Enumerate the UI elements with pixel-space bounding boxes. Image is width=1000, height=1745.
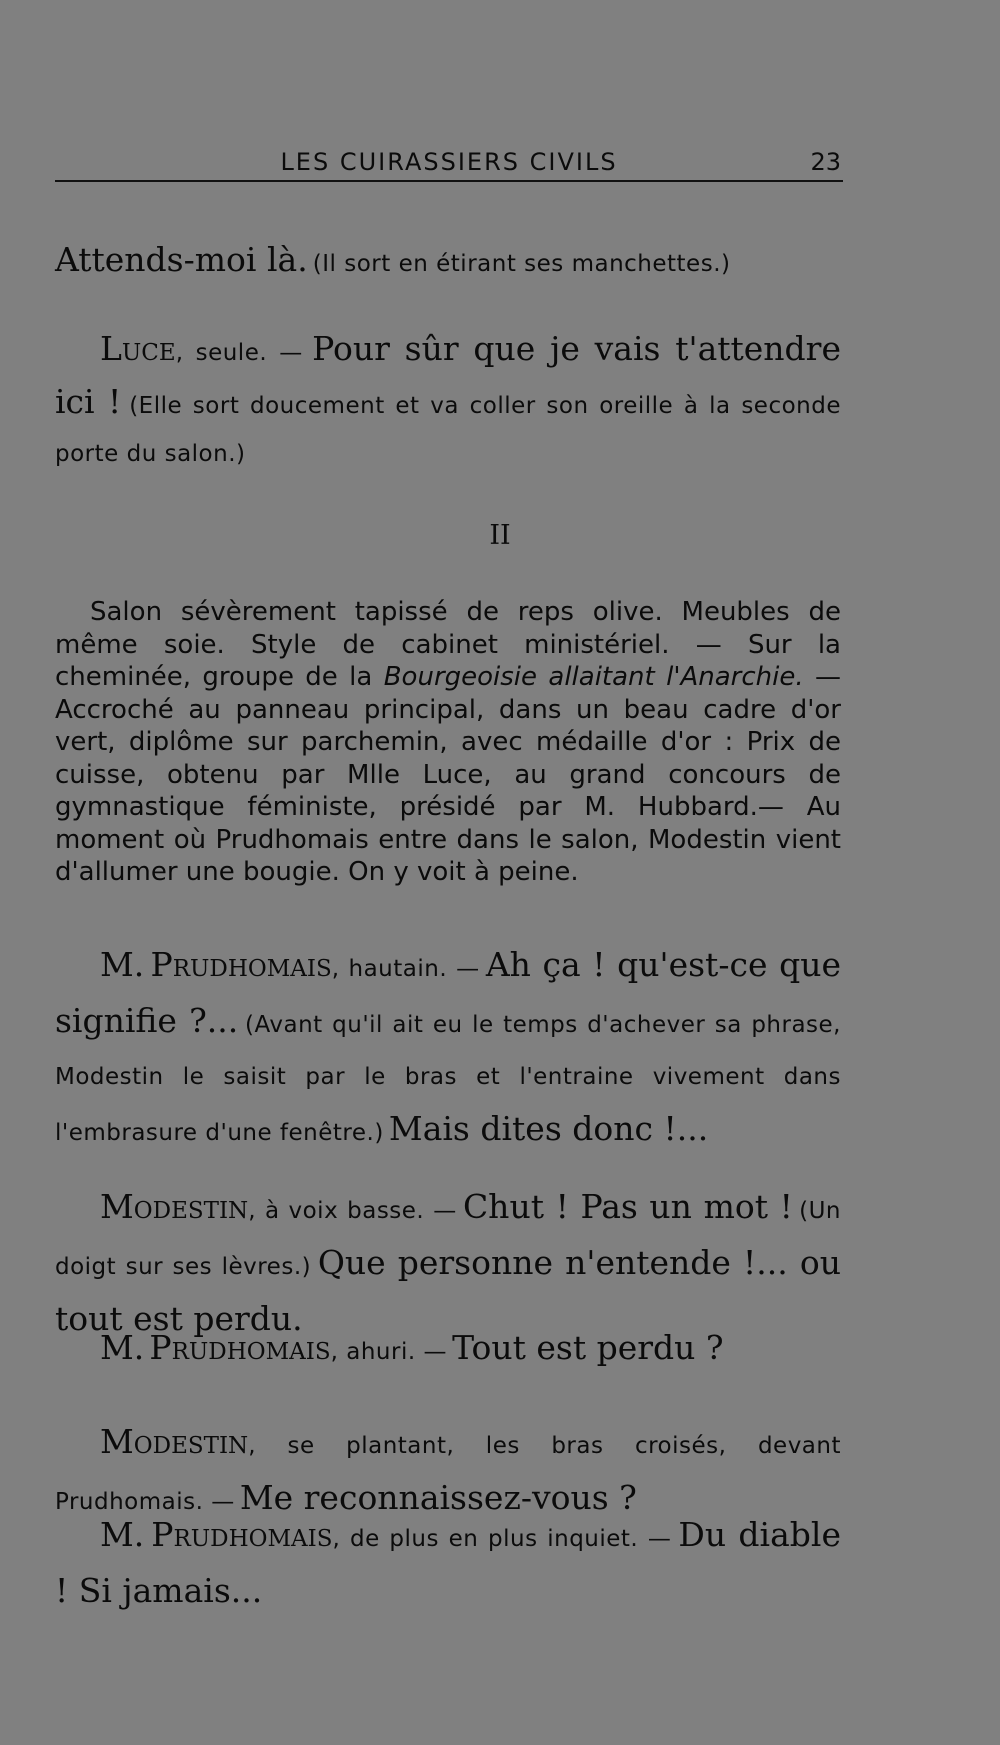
speech: Du diable ! Si jamais... [55, 1515, 841, 1610]
stage-description [55, 596, 841, 889]
speech: Que personne n'entende !... ou tout est perdu. [55, 1243, 841, 1338]
speech: Chut ! Pas un mot ! [462, 1187, 793, 1226]
paragraph-attends [55, 238, 841, 288]
stage-direction: (Avant qu'il ait eu le temps d'achever sa phrase, Modestin le saisit par le bras et l'entraine vivement dans l'embrasure d'une fenêtre.) [55, 1012, 841, 1146]
speaker-manner: , hautain. — [331, 956, 480, 982]
stage-direction: (Un doigt sur ses lèvres.) [55, 1198, 841, 1280]
paragraph-luce [55, 325, 841, 479]
speaker-manner: , ahuri. — [330, 1339, 447, 1365]
speaker-manner: , de plus en plus inquiet. — [332, 1526, 672, 1552]
speech: Ah ça ! qu'est-ce que signifie ?... [55, 945, 842, 1040]
speaker-title: M. [100, 1328, 145, 1367]
page-number: 23 [810, 148, 841, 176]
speaker-name: Modestin [100, 1187, 249, 1226]
speech: Attends-moi là. [55, 240, 308, 279]
speaker-title: M. [100, 1515, 145, 1554]
paragraph-prudhomais-hautain [55, 940, 841, 1160]
page-header [55, 140, 843, 182]
speech: Me reconnaissez-vous ? [239, 1478, 637, 1517]
stage-text: — Accroché au panneau principal, dans un beau cadre d'or vert, diplôme sur parchemin, avec médaille d'or : Prix de cuisse, obtenu par Mlle Luce, au grand concours de gymnastique féministe, présidé par M. Hubbard.— Au moment où Prudhomais entre dans le salon, Modestin vient d'allumer une bougie. On y voit à peine. [55, 662, 841, 887]
section-number: II [489, 520, 511, 551]
speaker-manner: , à voix basse. — [248, 1198, 457, 1224]
speech: Mais dites donc !... [388, 1109, 709, 1148]
stage-direction: (Elle sort doucement et va coller son oreille à la seconde porte du salon.) [55, 393, 842, 467]
speaker-name: Prudhomais [150, 945, 332, 984]
stage-text: Salon sévèrement tapissé de reps olive. Meubles de même soie. Style de cabinet ministériel. — Sur la cheminée, groupe de la [55, 597, 841, 692]
speech: Pour sûr que je vais t'attendre ici ! [55, 329, 841, 421]
speaker-title: M. [100, 945, 145, 984]
speaker-name: Prudhomais [151, 1515, 333, 1554]
paragraph-prudhomais-ahuri [55, 1325, 841, 1376]
speaker-name: Modestin [100, 1422, 249, 1461]
paragraph-prudhomais-inquiet [55, 1510, 841, 1622]
speaker-name: Luce [100, 329, 176, 368]
speech: Tout est perdu ? [452, 1328, 724, 1367]
stage-italic-title: Bourgeoisie allaitant l'Anarchie. [383, 662, 804, 692]
stage-direction: (Il sort en étirant ses manchettes.) [312, 251, 731, 277]
speaker-manner: , se plantant, les bras croisés, devant Prudhomais. — [55, 1433, 841, 1515]
running-title: LES CUIRASSIERS CIVILS [280, 148, 618, 176]
speaker-name: Prudhomais [149, 1328, 331, 1367]
speaker-manner: , seule. — [175, 340, 303, 366]
